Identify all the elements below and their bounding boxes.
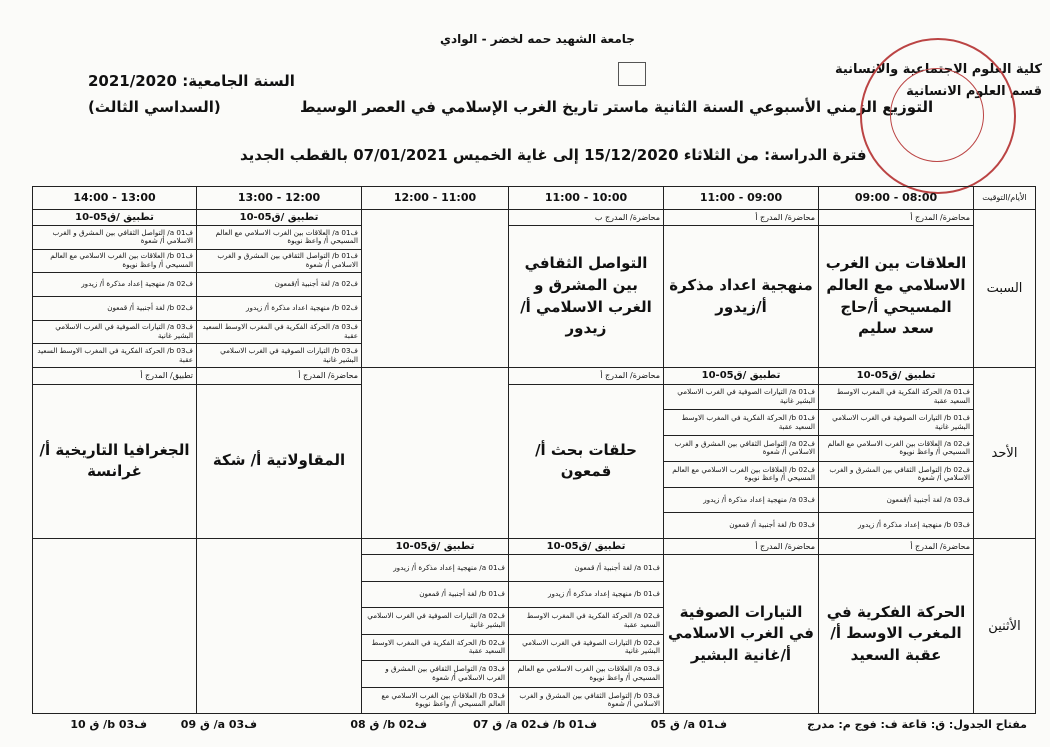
session-type: محاضرة/ المدرج أ bbox=[819, 209, 974, 225]
group-session: ف03 b/ لغة أجنبية أ/ قمعون bbox=[729, 520, 815, 530]
group-session: ف01 b/ لغة أجنبية أ/ قمعون bbox=[362, 582, 508, 608]
group-session: ف03 b/ التيارات الصوفية في الغرب الاسلامي البشير غانية bbox=[220, 346, 358, 364]
session-type: تطبيق /ق05-10 bbox=[509, 539, 664, 555]
document-title: التوزيع الزمني الأسبوعي السنة الثانية ماستر تاريخ الغرب الإسلامي في العصر الوسيط bbox=[300, 98, 934, 116]
schedule-table bbox=[32, 186, 1036, 714]
group-session: ف03 b/ الحركة الفكرية في المغرب الاوسط السعيد عقبة bbox=[37, 346, 193, 364]
empty-slot bbox=[197, 539, 362, 714]
group-session: ف03 b/ العلاقات بين الغرب الاسلامي مع العالم المسيحي أ/ واعظ نويوة bbox=[381, 690, 505, 709]
group-session: ف01 a/ الحركة الفكرية في المغرب الاوسط السعيد عقبة bbox=[819, 385, 973, 411]
legend-item: ف01 a/ ق 05 bbox=[650, 718, 727, 731]
group-session: ف02 b/ لغة أجنبية أ/ قمعون bbox=[33, 297, 196, 321]
group-session: ف02 a/ منهجية إعداد مذكرة أ/ زيدور bbox=[33, 273, 196, 297]
group-session: ف02 a/ لغة أجنبية أ/قمعون bbox=[197, 273, 361, 297]
session-type: محاضرة/ المدرج أ bbox=[664, 539, 819, 555]
legend-item: ف03 a/ ق 09 bbox=[180, 718, 257, 731]
group-session: ف03 b/ منهجية إعداد مذكرة أ/ زيدور bbox=[858, 520, 970, 530]
group-session: ف02 b/ التواصل الثقافي بين المشرق و الغرب الاسلامي أ/ شعوة bbox=[819, 462, 973, 488]
groups-cell bbox=[197, 226, 362, 368]
study-period: فترة الدراسة: من الثلاثاء 15/12/2020 إلى غاية الخميس 07/01/2021 بالقطب الجديد bbox=[240, 146, 867, 164]
group-session: ف03 a/ منهجية إعداد مذكرة أ/ زيدور bbox=[664, 488, 818, 514]
group-session: ف02 b/ العلاقات بين الغرب الاسلامي مع العالم المسيحي أ/ واعظ نويوة bbox=[664, 462, 818, 488]
day-sunday: الأحد bbox=[974, 368, 1036, 539]
lecture-cell: العلاقات بين الغرب الاسلامي مع العالم المسيحي أ/حاج سعد سليم bbox=[819, 226, 974, 368]
empty-slot bbox=[362, 209, 509, 368]
group-session: ف03 a/ العلاقات بين الغرب الاسلامي مع العالم المسيحي أ/ واعظ نويوة bbox=[509, 661, 663, 687]
time-slot-header: 10:00 - 11:00 bbox=[509, 187, 664, 210]
group-session: ف01 b/ التيارات الصوفية في الغرب الاسلامي البشير غانية bbox=[819, 410, 973, 436]
session-type: محاضرة/ المدرج أ bbox=[509, 368, 664, 384]
group-session: ف01 a/ التيارات الصوفية في الغرب الاسلامي البشير غانية bbox=[664, 385, 818, 411]
session-type: محاضرة/ المدرج أ bbox=[819, 539, 974, 555]
session-type: محاضرة/ المدرج أ bbox=[197, 368, 362, 384]
time-slot-header: 11:00 - 12:00 bbox=[362, 187, 509, 210]
session-type: محاضرة/ المدرج ب bbox=[509, 209, 664, 225]
group-session: ف02 b/ الحركة الفكرية في المغرب الاوسط السعيد عقبة bbox=[362, 635, 508, 661]
department-stamp bbox=[860, 38, 1016, 194]
session-type: تطبيق /ق05-10 bbox=[664, 368, 819, 384]
lecture-cell: المقاولاتية أ/ شكة bbox=[197, 384, 362, 538]
group-session: ف02 a/ العلاقات بين الغرب الاسلامي مع العالم المسيحي أ/ واعظ نويوة bbox=[819, 436, 973, 462]
day-monday: الأثنين bbox=[974, 539, 1036, 714]
legend-item: ف02 b/ ق 08 bbox=[350, 718, 427, 731]
group-session: ف02 a/ التيارات الصوفية في الغرب الاسلامي البشير غانية bbox=[362, 608, 508, 634]
stamp-inner-ring bbox=[890, 68, 984, 162]
session-type: تطبيق/ المدرج أ bbox=[33, 368, 197, 384]
empty-slot bbox=[362, 368, 509, 539]
group-session: ف03 a/ لغة أجنبية أ/قمعون bbox=[819, 488, 973, 514]
university-name: جامعة الشهيد حمه لخضر - الوادي bbox=[440, 32, 635, 46]
session-type: تطبيق /ق05-10 bbox=[819, 368, 974, 384]
session-type: تطبيق /ق05-10 bbox=[197, 209, 362, 225]
groups-cell bbox=[362, 555, 509, 714]
session-type: محاضرة/ المدرج أ bbox=[664, 209, 819, 225]
time-slot-header: 12:00 - 13:00 bbox=[197, 187, 362, 210]
department-name: قسم العلوم الانسانية bbox=[906, 84, 1042, 99]
day-saturday: السبت bbox=[974, 209, 1036, 368]
time-slot-header: 09:00 - 11:00 bbox=[664, 187, 819, 210]
table-legend bbox=[24, 714, 1027, 736]
legend-item: ف03 b/ ق 10 bbox=[70, 718, 147, 731]
groups-cell bbox=[33, 226, 197, 368]
academic-year: السنة الجامعية: 2021/2020 bbox=[88, 72, 295, 90]
session-type: تطبيق /ق05-10 bbox=[33, 209, 197, 225]
lecture-cell: التواصل الثقافي بين المشرق و الغرب الاسلامي أ/ زيدور bbox=[509, 226, 664, 368]
corner-header: الأيام/التوقيت bbox=[974, 187, 1036, 210]
lecture-cell: الجغرافيا التاريخية أ/غرانسة bbox=[33, 384, 197, 538]
groups-cell bbox=[509, 555, 664, 714]
lecture-cell: حلقات بحث أ/قمعون bbox=[509, 384, 664, 538]
group-session: ف02 b/ منهجية اعداد مذكرة أ/ زيدور bbox=[197, 297, 361, 321]
faculty-name: كلية العلوم الاجتماعية والانسانية bbox=[834, 62, 1042, 77]
legend-item: ف01 b/ ف02 a/ ق 07 bbox=[473, 718, 597, 731]
lecture-cell: منهجية اعداد مذكرة أ/زيدور bbox=[664, 226, 819, 368]
group-session: ف01 b/ منهجية إعداد مذكرة أ/ زيدور bbox=[509, 582, 663, 608]
group-session: ف01 a/ لغة أجنبية أ/ قمعون bbox=[509, 555, 663, 581]
university-logo bbox=[618, 62, 646, 86]
group-session: ف03 a/ التواصل الثقافي بين المشرق و الغرب الاسلامي أ/ شعوة bbox=[362, 661, 508, 687]
group-session: ف03 a/ الحركة الفكرية في المغرب الاوسط السعيد عقبة bbox=[197, 321, 361, 345]
time-slot-header: 13:00 - 14:00 bbox=[33, 187, 197, 210]
group-session: ف01 b/ التواصل الثقافي بين المشرق و الغرب الاسلامي أ/ شعوة bbox=[197, 250, 361, 274]
group-session: ف01 b/ الحركة الفكرية في المغرب الاوسط السعيد عقبة bbox=[664, 410, 818, 436]
group-session: ف01 a/ منهجية إعداد مذكرة أ/ زيدور bbox=[362, 555, 508, 581]
group-session: ف02 a/ التواصل الثقافي بين المشرق و الغرب الاسلامي أ/ شعوة bbox=[664, 436, 818, 462]
semester-label: (السداسي الثالث) bbox=[88, 98, 221, 116]
lecture-cell: الحركة الفكرية في المغرب الاوسط أ/عقبة السعيد bbox=[819, 555, 974, 714]
session-type: تطبيق /ق05-10 bbox=[362, 539, 509, 555]
group-session: ف01 a/ التواصل الثقافي بين المشرق و الغرب الاسلامي أ/ شعوة bbox=[33, 226, 196, 250]
group-session: ف03 b/ التواصل الثقافي بين المشرق و الغرب الاسلامي أ/ شعوة bbox=[519, 690, 660, 709]
group-session: ف02 a/ الحركة الفكرية في المغرب الاوسط السعيد عقبة bbox=[509, 608, 663, 634]
groups-cell bbox=[664, 384, 819, 538]
time-slot-header: 08:00 - 09:00 bbox=[819, 187, 974, 210]
groups-cell bbox=[819, 384, 974, 538]
group-session: ف03 a/ التيارات الصوفية في الغرب الاسلامي البشير غانية bbox=[33, 321, 196, 345]
legend-key: مفتاح الجدول: ق: قاعة ف: فوج م: مدرج bbox=[807, 718, 1027, 731]
lecture-cell: التيارات الصوفية في الغرب الاسلامي أ/غانية البشير bbox=[664, 555, 819, 714]
empty-slot bbox=[33, 539, 197, 714]
group-session: ف01 a/ العلاقات بين الغرب الاسلامي مع العالم المسيحي أ/ واعظ نويوة bbox=[197, 226, 361, 250]
group-session: ف02 b/ التيارات الصوفية في الغرب الاسلامي البشير غانية bbox=[509, 635, 663, 661]
group-session: ف01 b/ العلاقات بين الغرب الاسلامي مع العالم المسيحي أ/ واعظ نويوة bbox=[33, 250, 196, 274]
